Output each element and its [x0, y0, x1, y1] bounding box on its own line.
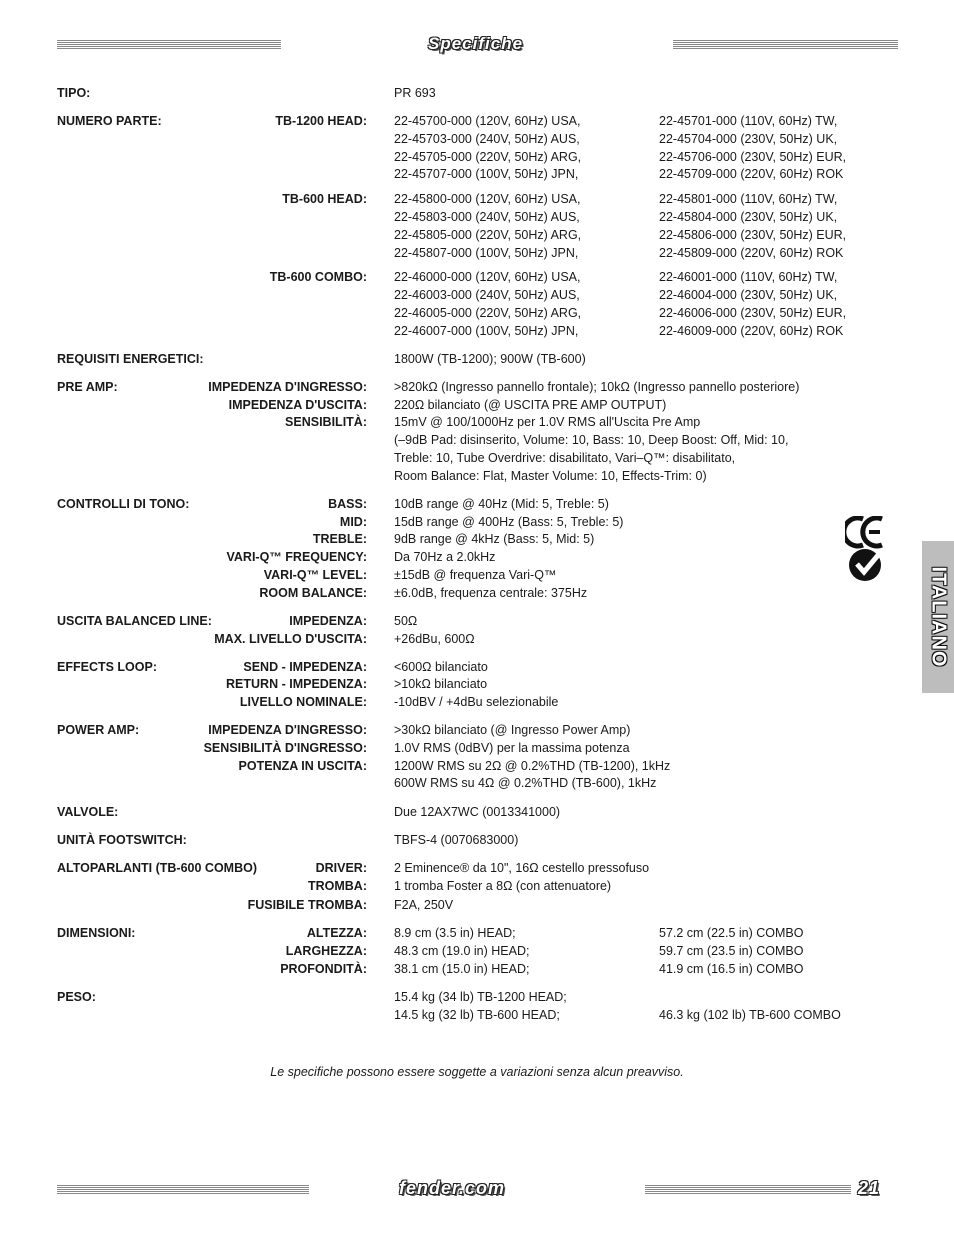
spec-value: TBFS-4 (0070683000) [394, 833, 519, 847]
spec-category: ALTOPARLANTI (TB-600 COMBO) [57, 861, 257, 875]
footer-site: fender.com [399, 1178, 506, 1198]
spec-value: 15mV @ 100/1000Hz per 1.0V RMS all'Uscita Pre Amp [394, 415, 701, 429]
spec-category: UNITÀ FOOTSWITCH: [57, 833, 187, 847]
spec-value: 15dB range @ 400Hz (Bass: 5, Treble: 5) [394, 515, 624, 529]
spec-label: SEND - IMPEDENZA: [243, 660, 367, 674]
page-title: Specifiche [428, 34, 524, 53]
spec-category: DIMENSIONI: [57, 926, 136, 940]
spec-label: TB-600 COMBO: [269, 270, 367, 284]
specs-disclaimer: Le specifiche possono essere soggette a variazioni senza alcun preavviso. [270, 1065, 684, 1079]
spec-value-secondary: 22-46006-000 (230V, 50Hz) EUR, [659, 306, 847, 320]
header-rule-right [673, 40, 898, 49]
spec-label: RETURN - IMPEDENZA: [226, 677, 367, 691]
footer-rule-right [645, 1185, 851, 1194]
spec-label: DRIVER: [315, 861, 367, 875]
ce-mark-icon [845, 518, 882, 546]
spec-value-secondary: 22-45706-000 (230V, 50Hz) EUR, [659, 150, 847, 164]
spec-value: F2A, 250V [394, 898, 454, 912]
spec-label: ALTEZZA: [306, 926, 367, 940]
spec-value-secondary: 22-46004-000 (230V, 50Hz) UK, [659, 288, 838, 302]
spec-value: -10dBV / +4dBu selezionabile [394, 695, 559, 709]
spec-value: 1 tromba Foster a 8Ω (con attenuatore) [394, 879, 612, 893]
spec-category: PESO: [57, 990, 96, 1004]
spec-value: 1.0V RMS (0dBV) per la massima potenza [394, 741, 630, 755]
spec-value: 22-46003-000 (240V, 50Hz) AUS, [394, 288, 580, 302]
spec-category: USCITA BALANCED LINE: [57, 614, 212, 628]
spec-label: VARI-Q™ LEVEL: [263, 568, 367, 582]
spec-value: 22-45703-000 (240V, 50Hz) AUS, [394, 132, 580, 146]
spec-value: Room Balance: Flat, Master Volume: 10, Effects-Trim: 0) [394, 469, 707, 483]
spec-value: <600Ω bilanciato [394, 660, 488, 674]
spec-value-secondary: 22-45806-000 (230V, 50Hz) EUR, [659, 228, 847, 242]
spec-label: VARI-Q™ FREQUENCY: [226, 550, 367, 564]
spec-value: ±6.0dB, frequenza centrale: 375Hz [394, 586, 588, 600]
spec-value: 9dB range @ 4kHz (Bass: 5, Mid: 5) [394, 532, 595, 546]
spec-label: MID: [339, 515, 367, 529]
spec-label: PROFONDITÀ: [280, 962, 367, 976]
spec-label: SENSIBILITÀ D'INGRESSO: [203, 741, 367, 755]
spec-value-secondary: 22-45804-000 (230V, 50Hz) UK, [659, 210, 838, 224]
spec-value: Treble: 10, Tube Overdrive: disabilitato, Vari–Q™: disabilitato, [394, 451, 736, 465]
spec-value: 2 Eminence® da 10", 16Ω cestello pressofuso [394, 861, 650, 875]
spec-label: TB-600 HEAD: [282, 192, 367, 206]
spec-value: 22-45707-000 (100V, 50Hz) JPN, [394, 167, 579, 181]
spec-value-secondary: 22-45809-000 (220V, 60Hz) ROK [659, 246, 844, 260]
spec-value: 220Ω bilanciato (@ USCITA PRE AMP OUTPUT) [394, 398, 667, 412]
spec-value-secondary: 22-45701-000 (110V, 60Hz) TW, [659, 114, 838, 128]
spec-value-secondary: 22-45704-000 (230V, 50Hz) UK, [659, 132, 838, 146]
spec-value: 1200W RMS su 2Ω @ 0.2%THD (TB-1200), 1kHz [394, 759, 671, 773]
spec-value: +26dBu, 600Ω [394, 632, 475, 646]
spec-value-secondary: 41.9 cm (16.5 in) COMBO [659, 962, 804, 976]
page-number: 21 [858, 1178, 881, 1198]
spec-value: 50Ω [394, 614, 418, 628]
spec-value: 38.1 cm (15.0 in) HEAD; [394, 962, 530, 976]
spec-category: TIPO: [57, 86, 91, 100]
spec-value-secondary: 59.7 cm (23.5 in) COMBO [659, 944, 804, 958]
footer-rule-left [57, 1185, 309, 1194]
spec-value-secondary: 22-45801-000 (110V, 60Hz) TW, [659, 192, 838, 206]
spec-value: 22-45705-000 (220V, 50Hz) ARG, [394, 150, 582, 164]
spec-value: 22-46005-000 (220V, 50Hz) ARG, [394, 306, 582, 320]
spec-value: 22-45807-000 (100V, 50Hz) JPN, [394, 246, 579, 260]
spec-label: IMPEDENZA: [289, 614, 367, 628]
spec-value-secondary: 46.3 kg (102 lb) TB-600 COMBO [659, 1008, 841, 1022]
spec-value: 22-45700-000 (120V, 60Hz) USA, [394, 114, 581, 128]
compliance-marks [845, 516, 885, 582]
spec-category: VALVOLE: [57, 805, 119, 819]
spec-value-secondary: 22-46009-000 (220V, 60Hz) ROK [659, 324, 844, 338]
spec-category: NUMERO PARTE: [57, 114, 162, 128]
spec-value: 8.9 cm (3.5 in) HEAD; [394, 926, 516, 940]
spec-label: ROOM BALANCE: [259, 586, 367, 600]
spec-label: IMPEDENZA D'INGRESSO: [208, 380, 367, 394]
spec-label: LARGHEZZA: [285, 944, 367, 958]
spec-category: REQUISITI ENERGETICI: [57, 352, 204, 366]
spec-value: 1800W (TB-1200); 900W (TB-600) [394, 352, 586, 366]
spec-category: EFFECTS LOOP: [57, 660, 157, 674]
spec-value: PR 693 [394, 86, 436, 100]
spec-label: POTENZA IN USCITA: [238, 759, 367, 773]
spec-value: 22-46000-000 (120V, 60Hz) USA, [394, 270, 581, 284]
spec-value: >30kΩ bilanciato (@ Ingresso Power Amp) [394, 723, 631, 737]
spec-value-secondary: 57.2 cm (22.5 in) COMBO [659, 926, 804, 940]
spec-value: ±15dB @ frequenza Vari-Q™ [394, 568, 557, 582]
spec-value: 10dB range @ 40Hz (Mid: 5, Treble: 5) [394, 497, 609, 511]
spec-value: Due 12AX7WC (0013341000) [394, 805, 561, 819]
spec-label: TREBLE: [312, 532, 367, 546]
spec-value: 48.3 cm (19.0 in) HEAD; [394, 944, 530, 958]
spec-value: 14.5 kg (32 lb) TB-600 HEAD; [394, 1008, 560, 1022]
spec-value: 600W RMS su 4Ω @ 0.2%THD (TB-600), 1kHz [394, 776, 657, 790]
spec-label: FUSIBILE TROMBA: [247, 898, 367, 912]
spec-category: CONTROLLI DI TONO: [57, 497, 190, 511]
spec-label: TB-1200 HEAD: [275, 114, 367, 128]
spec-label: TROMBA: [307, 879, 367, 893]
spec-label: IMPEDENZA D'USCITA: [228, 398, 367, 412]
spec-label: IMPEDENZA D'INGRESSO: [208, 723, 367, 737]
spec-label: LIVELLO NOMINALE: [239, 695, 367, 709]
spec-value-secondary: 22-45709-000 (220V, 60Hz) ROK [659, 167, 844, 181]
spec-value: Da 70Hz a 2.0kHz [394, 550, 496, 564]
spec-label: SENSIBILITÀ: [285, 415, 367, 429]
spec-value: 15.4 kg (34 lb) TB-1200 HEAD; [394, 990, 567, 1004]
spec-value: >820kΩ (Ingresso pannello frontale); 10kΩ (Ingresso pannello posteriore) [394, 380, 800, 394]
language-tab [922, 541, 954, 693]
spec-value: 22-45803-000 (240V, 50Hz) AUS, [394, 210, 580, 224]
spec-value: 22-45805-000 (220V, 50Hz) ARG, [394, 228, 582, 242]
header-rule-left [57, 40, 281, 49]
spec-value: 22-45800-000 (120V, 60Hz) USA, [394, 192, 581, 206]
spec-value: (–9dB Pad: disinserito, Volume: 10, Bass: 10, Deep Boost: Off, Mid: 10, [394, 433, 789, 447]
c-tick-mark-icon [849, 549, 881, 581]
spec-value: 22-46007-000 (100V, 50Hz) JPN, [394, 324, 579, 338]
spec-value-secondary: 22-46001-000 (110V, 60Hz) TW, [659, 270, 838, 284]
spec-value: >10kΩ bilanciato [394, 677, 488, 691]
spec-label: BASS: [328, 497, 367, 511]
spec-category: PRE AMP: [57, 380, 118, 394]
spec-category: POWER AMP: [57, 723, 140, 737]
language-tab-label: ITALIANO [927, 566, 950, 668]
spec-label: MAX. LIVELLO D'USCITA: [214, 632, 367, 646]
